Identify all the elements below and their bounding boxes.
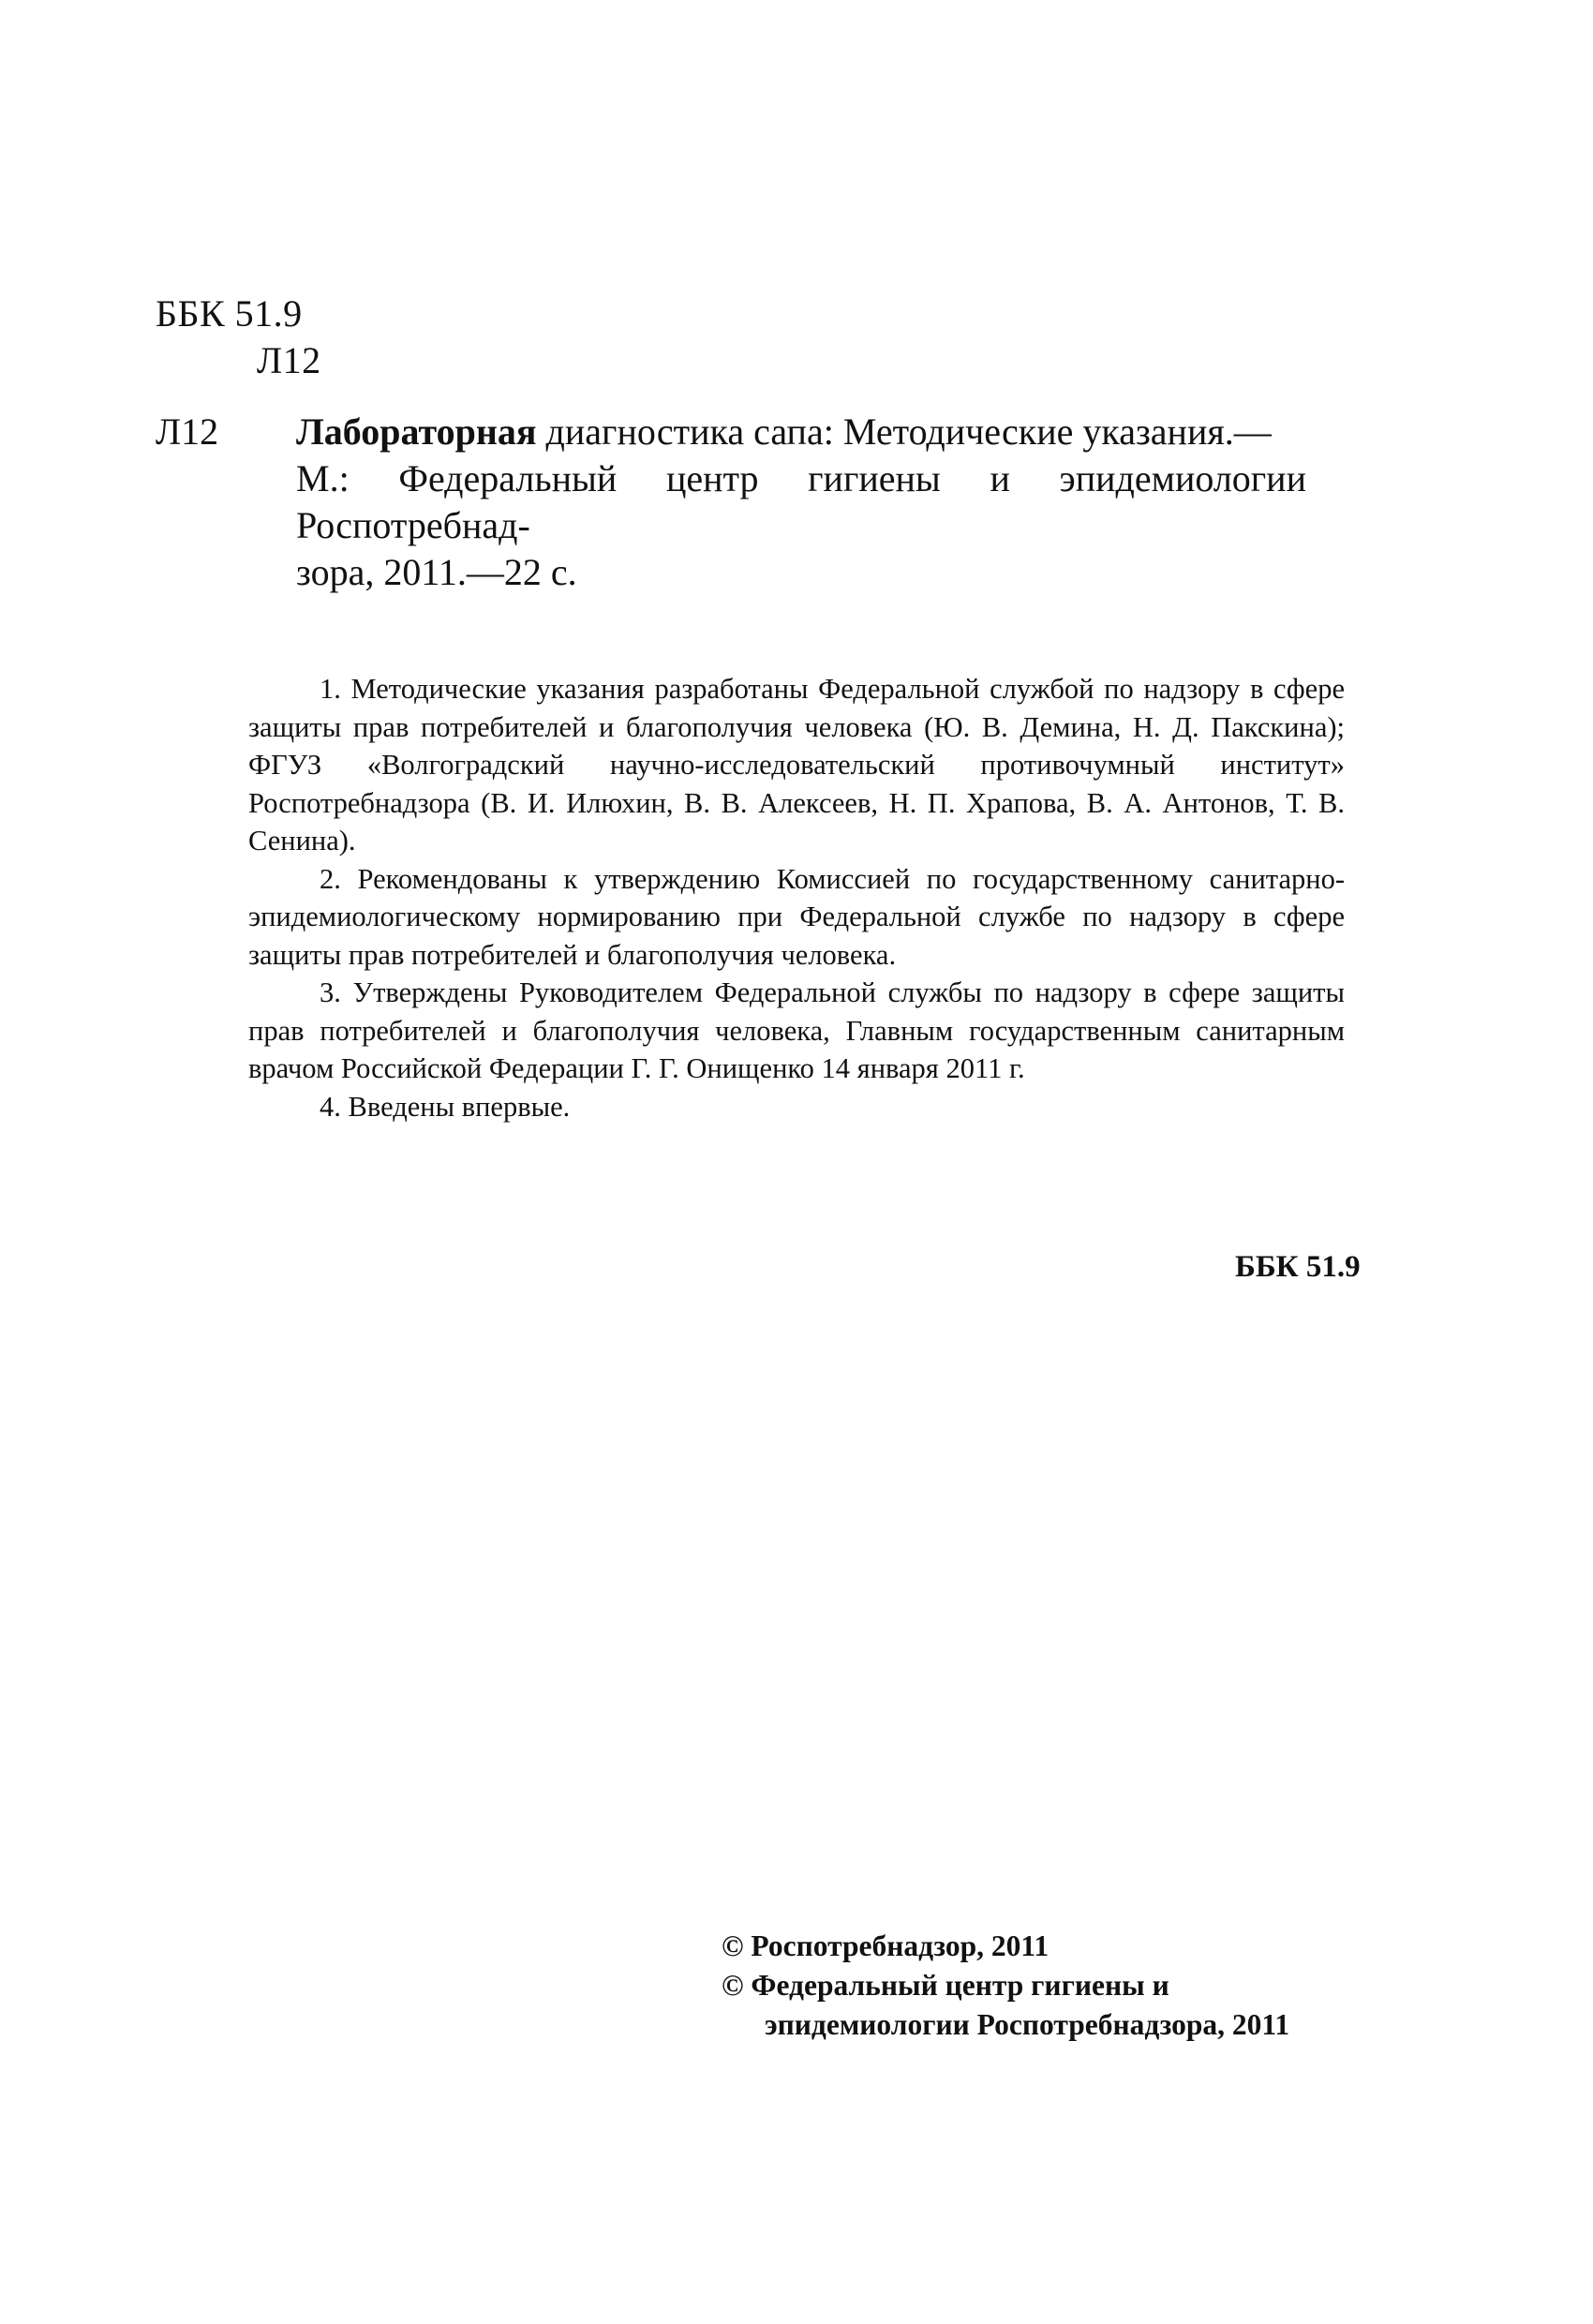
author-mark: Л12 [257, 339, 321, 381]
copyright-line-1: © Роспотребнадзор, 2011 [722, 1929, 1050, 1962]
copyright-line-2: © Федеральный центр гигиены и [722, 1969, 1169, 2002]
bibliographic-text [296, 409, 1306, 596]
bibliographic-line-1 [296, 409, 1306, 455]
info-paragraph-3: 3. Утверждены Руководителем Федеральной службы по надзору в сфере защиты прав потребителей и благополучия человека, Главным государственным санитарным врачом Российской Федерации Г. Г. Онищенко 14 января 2011 г. [248, 976, 1345, 1084]
bbk-code: ББК 51.9 [156, 292, 303, 335]
title-bold: Лабораторная [296, 410, 537, 453]
bibliographic-line-3: зора, 2011.—22 с. [296, 551, 577, 593]
classification-block [156, 290, 321, 384]
copyright-line-3: эпидемиологии Роспотребнадзора, 2011 [765, 2008, 1290, 2041]
info-paragraph-1: 1. Методические указания разработаны Федеральной службой по надзору в сфере защиты прав потребителей и благополучия человека (Ю. В. Демина, Н. Д. Пакскина); ФГУЗ «Волгоградский научно-исследовательский противочумный институт» Роспотребнадзора (В. И. Илюхин, В. В. Алексеев, Н. П. Храпова, В. А. Антонов, Т. В. Сенина). [248, 673, 1345, 857]
info-paragraph-4: 4. Введены впервые. [320, 1090, 571, 1123]
info-paragraph-2: 2. Рекомендованы к утверждению Комиссией по государственному санитарно-эпидемиологическому нормированию при Федеральной службе по надзору в сфере защиты прав потребителей и благополучия человека. [248, 862, 1345, 971]
bbk-code-right: ББК 51.9 [1235, 1250, 1361, 1284]
bibliographic-mark: Л12 [156, 410, 219, 453]
bibliographic-line-2: М.: Федеральный центр гигиены и эпидемиологии Роспотребнад- [296, 457, 1306, 546]
copyright-block [722, 1927, 1289, 2045]
title-rest: диагностика сапа: Методические указания.— [536, 410, 1272, 453]
bibliographic-entry [156, 409, 1374, 596]
info-paragraphs [248, 670, 1345, 1125]
